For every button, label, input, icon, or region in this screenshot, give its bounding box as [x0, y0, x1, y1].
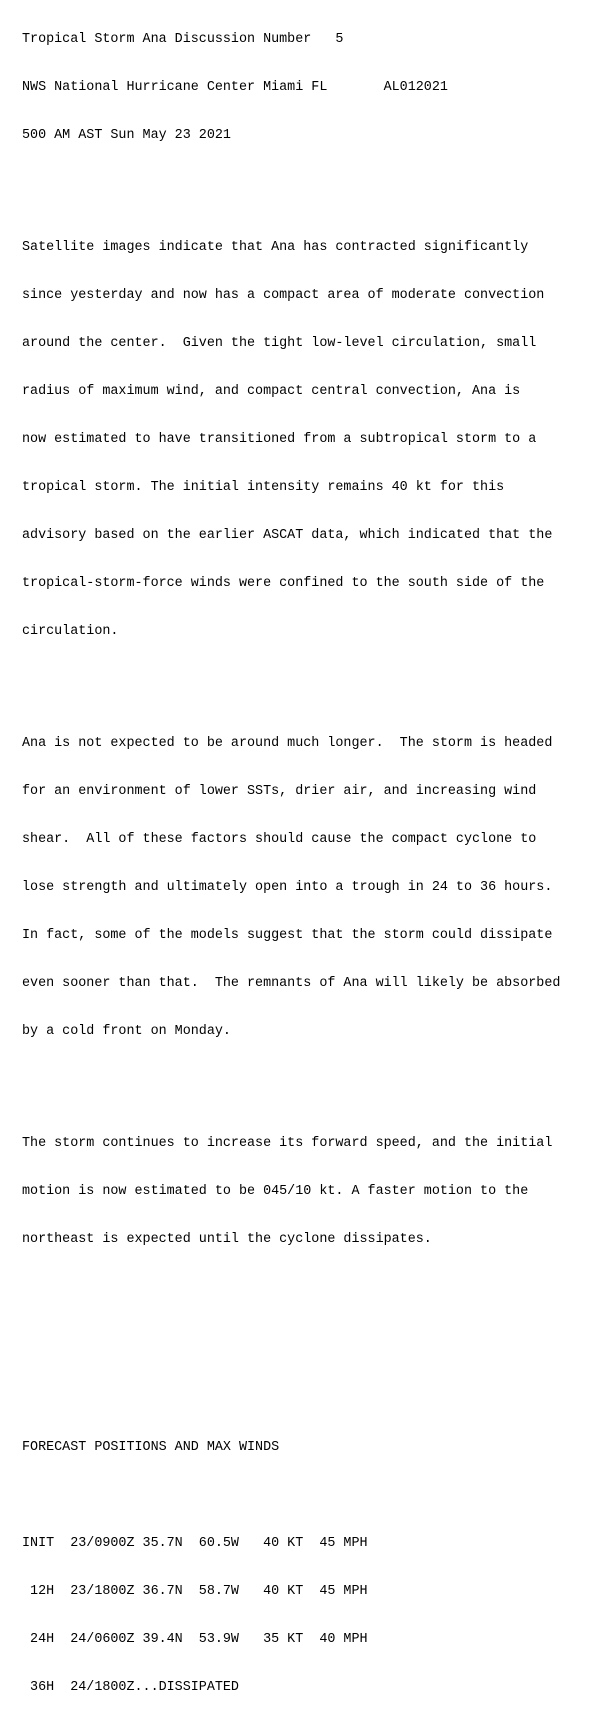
header-time-line: 500 AM AST Sun May 23 2021 — [22, 128, 231, 143]
blank-line — [22, 1328, 560, 1344]
paragraph-3-line-3: northeast is expected until the cyclone dissipates. — [22, 1232, 432, 1247]
paragraph-2-line-7: by a cold front on Monday. — [22, 1024, 231, 1039]
blank-line — [22, 672, 560, 688]
paragraph-1-line-1: Satellite images indicate that Ana has contracted significantly — [22, 240, 529, 255]
forecast-row-36h: 36H 24/1800Z...DISSIPATED — [22, 1680, 239, 1695]
forecast-row-init: INIT 23/0900Z 35.7N 60.5W 40 KT 45 MPH — [22, 1536, 368, 1551]
blank-line — [22, 1376, 560, 1392]
forecast-row-24h: 24H 24/0600Z 39.4N 53.9W 35 KT 40 MPH — [22, 1632, 368, 1647]
discussion-document — [22, 0, 560, 1712]
paragraph-1-line-6: tropical storm. The initial intensity remains 40 kt for this — [22, 480, 505, 495]
paragraph-2-line-4: lose strength and ultimately open into a trough in 24 to 36 hours. — [22, 880, 553, 895]
paragraph-2-line-2: for an environment of lower SSTs, drier air, and increasing wind — [22, 784, 537, 799]
blank-line — [22, 176, 560, 192]
forecast-heading: FORECAST POSITIONS AND MAX WINDS — [22, 1440, 280, 1455]
header-title-line: Tropical Storm Ana Discussion Number 5 — [22, 32, 344, 47]
forecast-row-12h: 12H 23/1800Z 36.7N 58.7W 40 KT 45 MPH — [22, 1584, 368, 1599]
paragraph-3-line-1: The storm continues to increase its forward speed, and the initial — [22, 1136, 553, 1151]
paragraph-2-line-1: Ana is not expected to be around much longer. The storm is headed — [22, 736, 553, 751]
paragraph-1-line-9: circulation. — [22, 624, 119, 639]
paragraph-2-line-5: In fact, some of the models suggest that the storm could dissipate — [22, 928, 553, 943]
paragraph-1-line-8: tropical-storm-force winds were confined to the south side of the — [22, 576, 545, 591]
paragraph-1-line-7: advisory based on the earlier ASCAT data, which indicated that the — [22, 528, 553, 543]
paragraph-1-line-2: since yesterday and now has a compact area of moderate convection — [22, 288, 545, 303]
blank-line — [22, 1072, 560, 1088]
header-office-line: NWS National Hurricane Center Miami FL AL012021 — [22, 80, 448, 95]
paragraph-3-line-2: motion is now estimated to be 045/10 kt. A faster motion to the — [22, 1184, 529, 1199]
blank-line — [22, 1488, 560, 1504]
paragraph-2-line-3: shear. All of these factors should cause the compact cyclone to — [22, 832, 537, 847]
paragraph-1-line-5: now estimated to have transitioned from a subtropical storm to a — [22, 432, 537, 447]
blank-line — [22, 1280, 560, 1296]
paragraph-1-line-3: around the center. Given the tight low-level circulation, small — [22, 336, 537, 351]
paragraph-2-line-6: even sooner than that. The remnants of Ana will likely be absorbed — [22, 976, 561, 991]
paragraph-1-line-4: radius of maximum wind, and compact central convection, Ana is — [22, 384, 521, 399]
